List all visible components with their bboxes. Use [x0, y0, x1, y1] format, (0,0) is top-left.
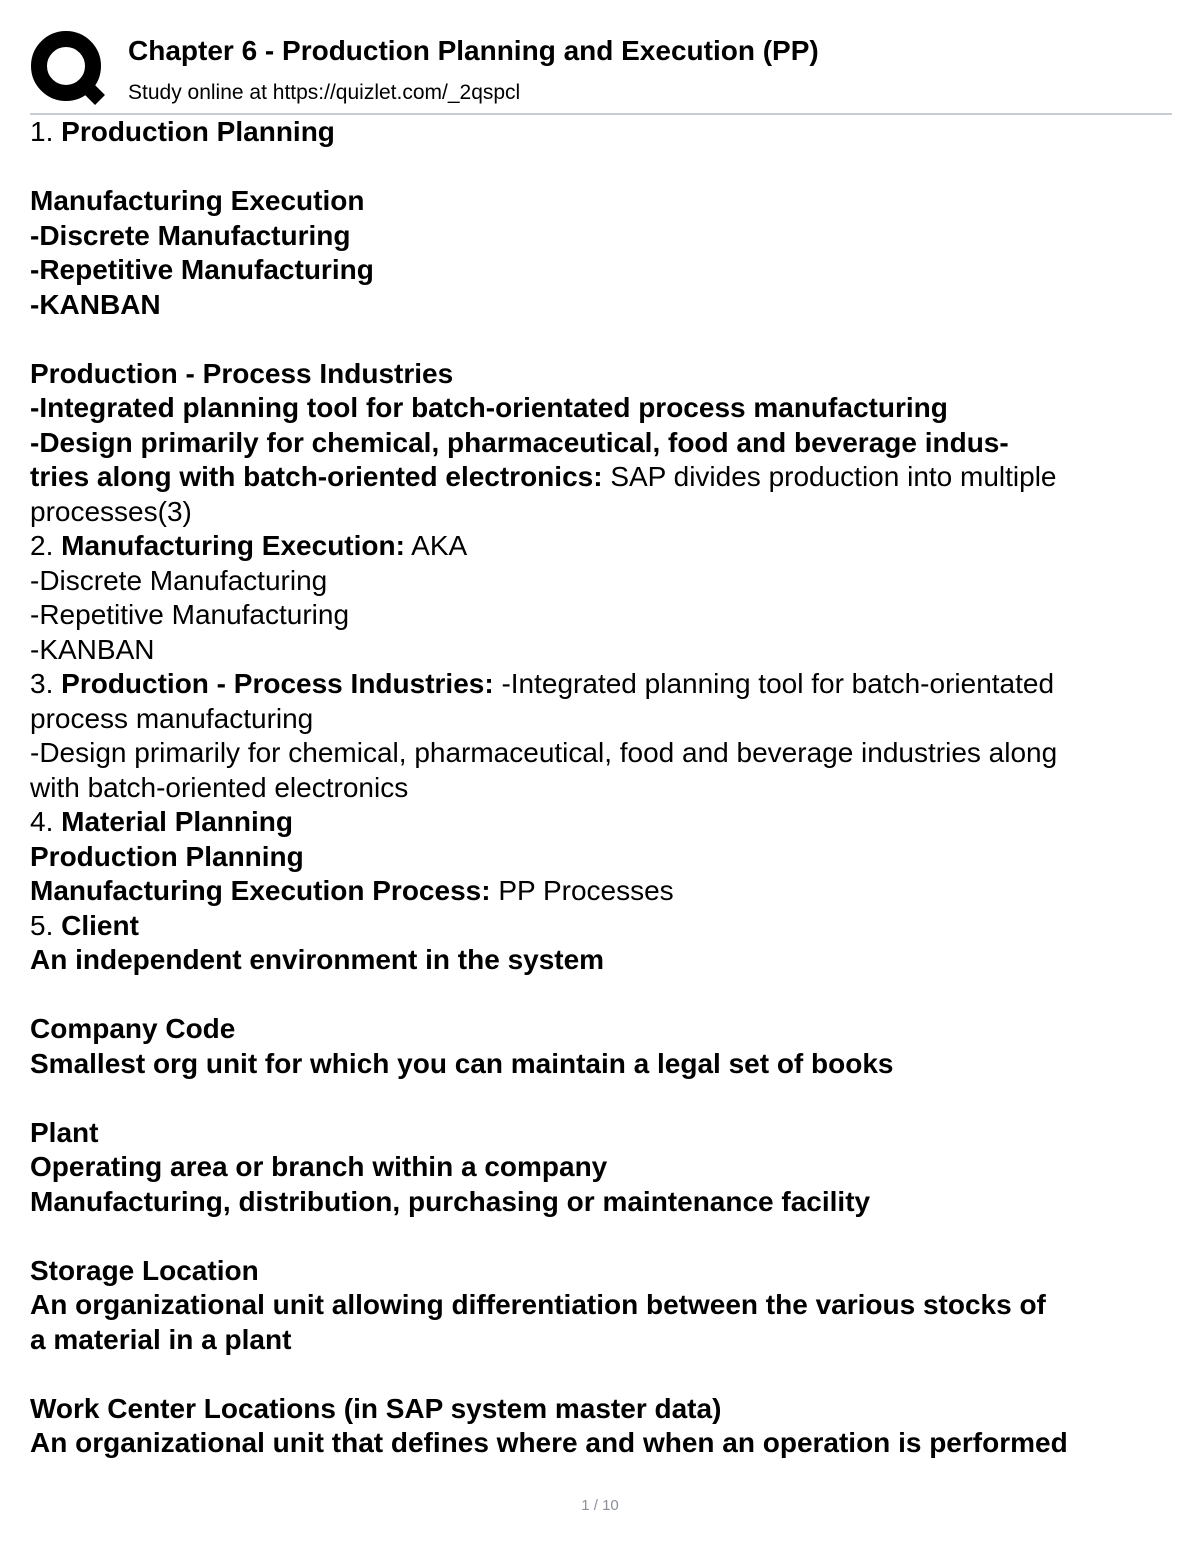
card-5-line: a material in a plant: [30, 1323, 292, 1355]
blank-line: [30, 1219, 1175, 1254]
card-5-line: Work Center Locations (in SAP system master data): [30, 1392, 722, 1424]
card-1-line-9: -Integrated planning tool for batch-orientated process manufacturing: [30, 392, 948, 423]
blank-line: [30, 1081, 1175, 1116]
card-4-term: 4. Material Planning: [30, 806, 293, 837]
study-online-link[interactable]: Study online at https://quizlet.com/_2qspcl: [128, 81, 521, 104]
card-2-def-line: -Discrete Manufacturing: [30, 564, 328, 596]
card-4-term-line: Manufacturing Execution Process: PP Processes: [30, 875, 674, 906]
card-2-term: 2. Manufacturing Execution: AKA: [30, 530, 468, 561]
card-3-def-line: process manufacturing: [30, 702, 314, 734]
card-1-line-4: -Discrete Manufacturing: [30, 219, 351, 251]
card-5-line: An organizational unit that defines where and when an operation is performed: [30, 1427, 1068, 1458]
card-5-line: An independent environment in the system: [30, 944, 605, 975]
card-5-term: 5. Client: [30, 909, 139, 941]
card-5-line: Plant: [30, 1116, 99, 1148]
card-4-term-line: Production Planning: [30, 840, 304, 872]
card-3-def-line: -Design primarily for chemical, pharmaceutical, food and beverage industries along: [30, 737, 1058, 768]
page-number: 1 / 10: [581, 1497, 619, 1514]
card-5-line: Manufacturing, distribution, purchasing or maintenance facility: [30, 1185, 871, 1217]
card-1-line-12: processes(3): [30, 495, 192, 527]
card-5-line: Company Code: [30, 1013, 236, 1044]
document-title: Chapter 6 - Production Planning and Execution (PP): [128, 35, 819, 66]
quizlet-logo-icon: [30, 30, 106, 106]
card-2-def-line: -KANBAN: [30, 633, 155, 665]
card-5-line: Operating area or branch within a company: [30, 1151, 608, 1182]
blank-line: [30, 978, 1175, 1013]
card-3-def-line: with batch-oriented electronics: [30, 771, 409, 803]
card-1-line-11: tries along with batch-oriented electronics: SAP divides production into multiple: [30, 461, 1057, 492]
card-1-line-1: 1. Production Planning: [30, 116, 335, 147]
blank-line: [30, 322, 1175, 357]
blank-line: [30, 1357, 1175, 1392]
card-5-line: Storage Location: [30, 1254, 259, 1286]
card-2-def-line: -Repetitive Manufacturing: [30, 599, 350, 630]
blank-line: [30, 150, 1175, 185]
card-1-line-10: -Design primarily for chemical, pharmaceutical, food and beverage indus-: [30, 426, 1009, 458]
card-3-term: 3. Production - Process Industries: -Integrated planning tool for batch-orientated: [30, 668, 1055, 699]
card-1-line-5: -Repetitive Manufacturing: [30, 254, 374, 285]
card-1-line-3: Manufacturing Execution: [30, 185, 365, 216]
flashcard-list: [30, 115, 1175, 1461]
card-1-line-8: Production - Process Industries: [30, 357, 454, 389]
card-5-line: An organizational unit allowing differentiation between the various stocks of: [30, 1289, 1046, 1320]
card-1-line-6: -KANBAN: [30, 288, 161, 320]
card-5-line: Smallest org unit for which you can maintain a legal set of books: [30, 1047, 894, 1079]
